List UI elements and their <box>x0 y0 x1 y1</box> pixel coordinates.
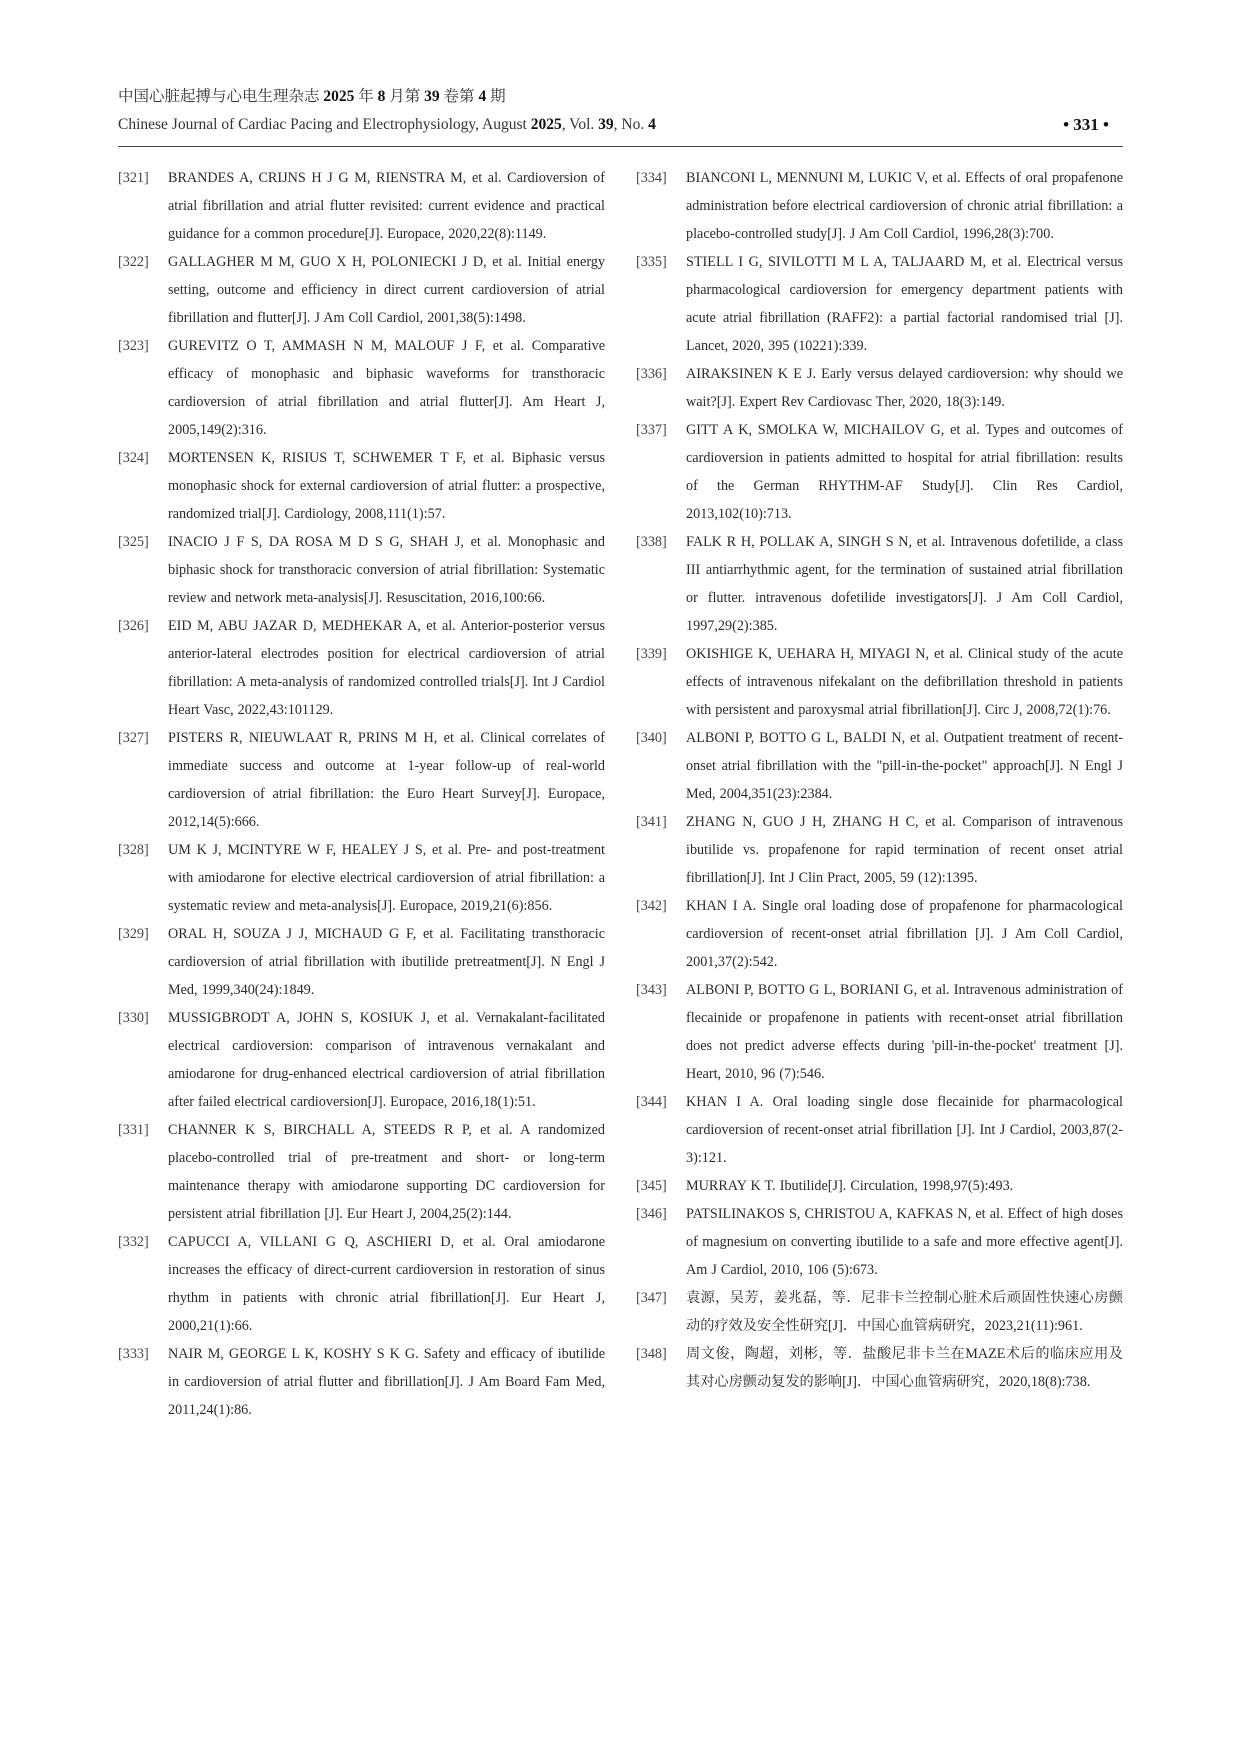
references-column-left <box>118 164 605 1424</box>
reference-number: [340] <box>636 730 667 746</box>
reference-number: [339] <box>636 646 667 662</box>
reference-number: [336] <box>636 366 667 382</box>
journal-title-english: Chinese Journal of Cardiac Pacing and Electrophysiology, August 2025, Vol. 39, No. 4 • 331 • <box>118 115 1109 134</box>
reference-text: ALBONI P, BOTTO G L, BORIANI G, et al. Intravenous administration of flecainide or propafenone in patients with recent-onset atrial fibrillation does not predict adverse effects during 'pill-in-the-pocket' treatment [J]. Heart, 2010, 96 (7):546. <box>686 982 1123 1082</box>
reference-item <box>118 612 605 724</box>
reference-text: INACIO J F S, DA ROSA M D S G, SHAH J, et al. Monophasic and biphasic shock for transthoracic conversion of atrial fibrillation: Systematic review and network meta-analysis[J]. Resuscitation, 2016,100:66. <box>168 534 605 606</box>
reference-text: NAIR M, GEORGE L K, KOSHY S K G. Safety and efficacy of ibutilide in cardioversion of atrial flutter and fibrillation[J]. J Am Board Fam Med, 2011,24(1):86. <box>168 1346 605 1418</box>
page-number: • 331 • <box>1063 115 1109 134</box>
reference-item <box>118 1228 605 1340</box>
reference-text: GITT A K, SMOLKA W, MICHAILOV G, et al. Types and outcomes of cardioversion in patients admitted to hospital for atrial fibrillation: results of the German RHYTHM-AF Study[J]. Clin Res Cardiol, 2013,102(10):713. <box>686 422 1123 522</box>
reference-number: [330] <box>118 1010 149 1026</box>
reference-item <box>636 1088 1123 1172</box>
reference-text: PISTERS R, NIEUWLAAT R, PRINS M H, et al. Clinical correlates of immediate success and outcome at 1-year follow-up of real-world cardioversion of atrial fibrillation: the Euro Heart Survey[J]. Europace, 2012,14(5):666. <box>168 730 605 830</box>
reference-text: FALK R H, POLLAK A, SINGH S N, et al. Intravenous dofetilide, a class III antiarrhythmic agent, for the termination of sustained atrial fibrillation or flutter. intravenous dofetilide investigators[J]. J Am Coll Cardiol, 1997,29(2):385. <box>686 534 1123 634</box>
reference-item <box>636 1200 1123 1284</box>
reference-number: [329] <box>118 926 149 942</box>
reference-item <box>118 164 605 248</box>
reference-text: CAPUCCI A, VILLANI G Q, ASCHIERI D, et al. Oral amiodarone increases the efficacy of direct-current cardioversion in restoration of sinus rhythm in patients with chronic atrial fibrillation[J]. Eur Heart J, 2000,21(1):66. <box>168 1234 605 1334</box>
header-divider <box>118 146 1123 147</box>
reference-text: EID M, ABU JAZAR D, MEDHEKAR A, et al. Anterior-posterior versus anterior-lateral electrodes position for electrical cardioversion of atrial fibrillation: A meta-analysis of randomized controlled trials[J]. Int J Cardiol Heart Vasc, 2022,43:101129. <box>168 618 605 718</box>
reference-text: ZHANG N, GUO J H, ZHANG H C, et al. Comparison of intravenous ibutilide vs. propafenone for rapid termination of recent onset atrial fibrillation[J]. Int J Clin Pract, 2005, 59 (12):1395. <box>686 814 1123 886</box>
reference-text: KHAN I A. Single oral loading dose of propafenone for pharmacological cardioversion of recent-onset atrial fibrillation [J]. J Am Coll Cardiol, 2001,37(2):542. <box>686 898 1123 970</box>
reference-item <box>118 1116 605 1228</box>
reference-text: BRANDES A, CRIJNS H J G M, RIENSTRA M, et al. Cardioversion of atrial fibrillation and atrial flutter revisited: current evidence and practical guidance for a common procedure[J]. Europace, 2020,22(8):1149. <box>168 170 605 242</box>
reference-number: [321] <box>118 170 149 186</box>
reference-number: [346] <box>636 1206 667 1222</box>
reference-text: KHAN I A. Oral loading single dose flecainide for pharmacological cardioversion of recent-onset atrial fibrillation [J]. Int J Cardiol, 2003,87(2-3):121. <box>686 1094 1123 1166</box>
reference-item <box>118 836 605 920</box>
reference-number: [344] <box>636 1094 667 1110</box>
reference-number: [332] <box>118 1234 149 1250</box>
reference-item <box>118 1340 605 1424</box>
page-header <box>118 86 1123 136</box>
reference-number: [334] <box>636 170 667 186</box>
reference-item <box>118 528 605 612</box>
reference-item <box>636 360 1123 416</box>
reference-number: [324] <box>118 450 149 466</box>
reference-text: ORAL H, SOUZA J J, MICHAUD G F, et al. Facilitating transthoracic cardioversion of atrial fibrillation with ibutilide pretreatment[J]. N Engl J Med, 1999,340(24):1849. <box>168 926 605 998</box>
reference-number: [348] <box>636 1346 667 1362</box>
journal-title-chinese: 中国心脏起搏与心电生理杂志 2025 年 8 月第 39 卷第 4 期 <box>118 88 506 105</box>
reference-text: STIELL I G, SIVILOTTI M L A, TALJAARD M, et al. Electrical versus pharmacological cardioversion for emergency department patients with acute atrial fibrillation (RAFF2): a partial factorial randomised trial [J]. Lancet, 2020, 395 (10221):339. <box>686 254 1123 354</box>
reference-text: GALLAGHER M M, GUO X H, POLONIECKI J D, et al. Initial energy setting, outcome and efficiency in direct current cardioversion of atrial fibrillation and flutter[J]. J Am Coll Cardiol, 2001,38(5):1498. <box>168 254 605 326</box>
reference-number: [337] <box>636 422 667 438</box>
reference-item <box>636 892 1123 976</box>
reference-text: PATSILINAKOS S, CHRISTOU A, KAFKAS N, et al. Effect of high doses of magnesium on converting ibutilide to a safe and more effective agent[J]. Am J Cardiol, 2010, 106 (5):673. <box>686 1206 1123 1278</box>
reference-number: [328] <box>118 842 149 858</box>
reference-number: [338] <box>636 534 667 550</box>
reference-text: GUREVITZ O T, AMMASH N M, MALOUF J F, et al. Comparative efficacy of monophasic and biphasic waveforms for transthoracic cardioversion of atrial fibrillation and atrial flutter[J]. Am Heart J, 2005,149(2):316. <box>168 338 605 438</box>
reference-number: [341] <box>636 814 667 830</box>
reference-number: [325] <box>118 534 149 550</box>
reference-text: AIRAKSINEN K E J. Early versus delayed cardioversion: why should we wait?[J]. Expert Rev Cardiovasc Ther, 2020, 18(3):149. <box>686 366 1123 410</box>
reference-text: 袁源，吴芳，姜兆磊，等．尼非卡兰控制心脏术后顽固性快速心房颤动的疗效及安全性研究[J]．中国心血管病研究，2023,21(11):961. <box>686 1290 1123 1334</box>
reference-item <box>636 248 1123 360</box>
reference-number: [322] <box>118 254 149 270</box>
reference-item <box>118 444 605 528</box>
reference-item <box>118 332 605 444</box>
reference-item <box>636 528 1123 640</box>
reference-text: MUSSIGBRODT A, JOHN S, KOSIUK J, et al. Vernakalant-facilitated electrical cardioversion: comparison of intravenous vernakalant and amiodarone for drug-enhanced electrical cardioversion of atrial fibrillation after failed electrical cardioversion[J]. Europace, 2016,18(1):51. <box>168 1010 605 1110</box>
reference-text: OKISHIGE K, UEHARA H, MIYAGI N, et al. Clinical study of the acute effects of intravenous nifekalant on the defibrillation threshold in patients with persistent and paroxysmal atrial fibrillation[J]. Circ J, 2008,72(1):76. <box>686 646 1123 718</box>
reference-item <box>636 640 1123 724</box>
reference-number: [323] <box>118 338 149 354</box>
references-column-right <box>636 164 1123 1396</box>
reference-item <box>636 1172 1123 1200</box>
reference-number: [347] <box>636 1290 667 1306</box>
reference-item <box>118 1004 605 1116</box>
reference-item <box>636 976 1123 1088</box>
reference-number: [335] <box>636 254 667 270</box>
reference-text: 周文俊，陶超，刘彬，等．盐酸尼非卡兰在MAZE术后的临床应用及其对心房颤动复发的影响[J]．中国心血管病研究，2020,18(8):738. <box>686 1346 1123 1390</box>
reference-item <box>636 164 1123 248</box>
reference-text: UM K J, MCINTYRE W F, HEALEY J S, et al. Pre- and post-treatment with amiodarone for elective electrical cardioversion of atrial fibrillation: a systematic review and meta-analysis[J]. Europace, 2019,21(6):856. <box>168 842 605 914</box>
reference-item <box>636 416 1123 528</box>
reference-item <box>636 1340 1123 1396</box>
reference-number: [333] <box>118 1346 149 1362</box>
reference-item <box>636 1284 1123 1340</box>
reference-number: [343] <box>636 982 667 998</box>
reference-text: MORTENSEN K, RISIUS T, SCHWEMER T F, et al. Biphasic versus monophasic shock for external cardioversion of atrial flutter: a prospective, randomized trial[J]. Cardiology, 2008,111(1):57. <box>168 450 605 522</box>
reference-item <box>118 248 605 332</box>
reference-text: BIANCONI L, MENNUNI M, LUKIC V, et al. Effects of oral propafenone administration before electrical cardioversion of chronic atrial fibrillation: a placebo-controlled study[J]. J Am Coll Cardiol, 1996,28(3):700. <box>686 170 1123 242</box>
reference-text: ALBONI P, BOTTO G L, BALDI N, et al. Outpatient treatment of recent-onset atrial fibrillation with the "pill-in-the-pocket" approach[J]. N Engl J Med, 2004,351(23):2384. <box>686 730 1123 802</box>
reference-number: [326] <box>118 618 149 634</box>
reference-number: [331] <box>118 1122 149 1138</box>
reference-item <box>118 724 605 836</box>
reference-text: MURRAY K T. Ibutilide[J]. Circulation, 1998,97(5):493. <box>686 1178 1014 1194</box>
reference-text: CHANNER K S, BIRCHALL A, STEEDS R P, et al. A randomized placebo-controlled trial of pre-treatment and short- or long-term maintenance therapy with amiodarone supporting DC cardioversion for persistent atrial fibrillation [J]. Eur Heart J, 2004,25(2):144. <box>168 1122 605 1222</box>
reference-item <box>636 724 1123 808</box>
reference-number: [342] <box>636 898 667 914</box>
reference-number: [345] <box>636 1178 667 1194</box>
reference-item <box>118 920 605 1004</box>
reference-item <box>636 808 1123 892</box>
reference-number: [327] <box>118 730 149 746</box>
